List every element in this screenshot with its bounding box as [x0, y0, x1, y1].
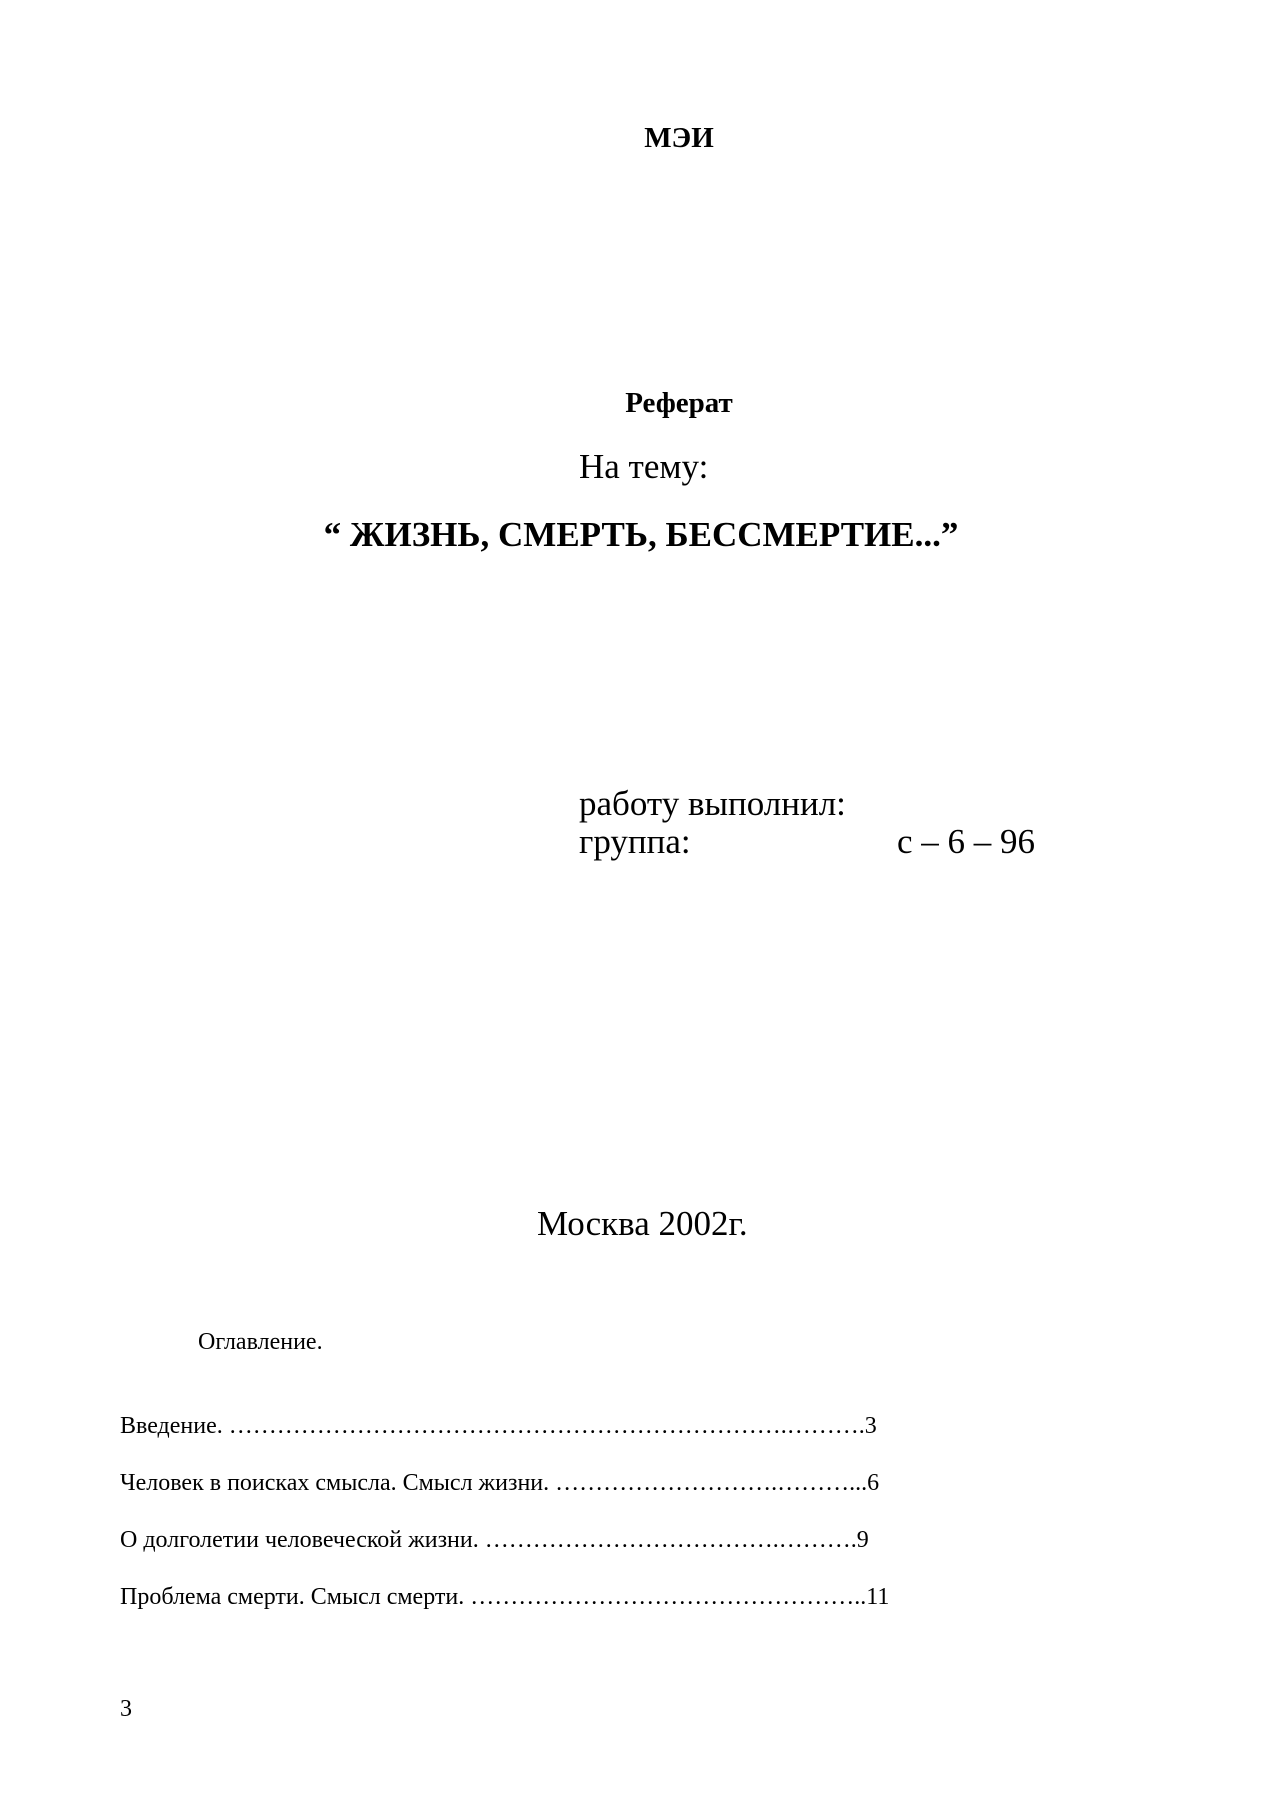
document-title: “ ЖИЗНЬ, СМЕРТЬ, БЕССМЕРТИЕ...” — [323, 515, 959, 554]
toc-entry-text: Проблема смерти. Смысл смерти. ………………………………………….. — [120, 1584, 867, 1610]
toc-entry-text: Введение. …………………………………………………………….………. — [120, 1413, 865, 1439]
toc-entry-page: 3 — [864, 1413, 877, 1439]
toc-entry-text: Человек в поисках смысла. Смысл жизни. ……………………….……….. — [120, 1470, 862, 1496]
toc-entry-longevity — [120, 1523, 869, 1557]
toc-entry-meaning-of-life — [120, 1466, 879, 1500]
toc-entry-page: 11 — [866, 1584, 890, 1610]
toc-entry-text: О долголетии человеческой жизни. ……………………………….………. — [120, 1527, 857, 1553]
city-year: Москва 2002г. — [537, 1204, 748, 1243]
group-label: группа: — [579, 822, 691, 861]
institute-name: МЭИ — [644, 122, 714, 154]
toc-title: Оглавление. — [198, 1329, 323, 1355]
group-value: с – 6 – 96 — [897, 822, 1036, 861]
toc-entry-problem-of-death — [120, 1580, 889, 1614]
page-number: 3 — [120, 1696, 132, 1722]
performer-label: работу выполнил: — [579, 784, 846, 823]
toc-entry-page: 9 — [856, 1527, 869, 1553]
topic-label: На тему: — [579, 447, 709, 486]
document-type: Реферат — [625, 387, 733, 419]
toc-entry-page: .6 — [861, 1470, 880, 1496]
toc-entry-introduction — [120, 1409, 877, 1443]
